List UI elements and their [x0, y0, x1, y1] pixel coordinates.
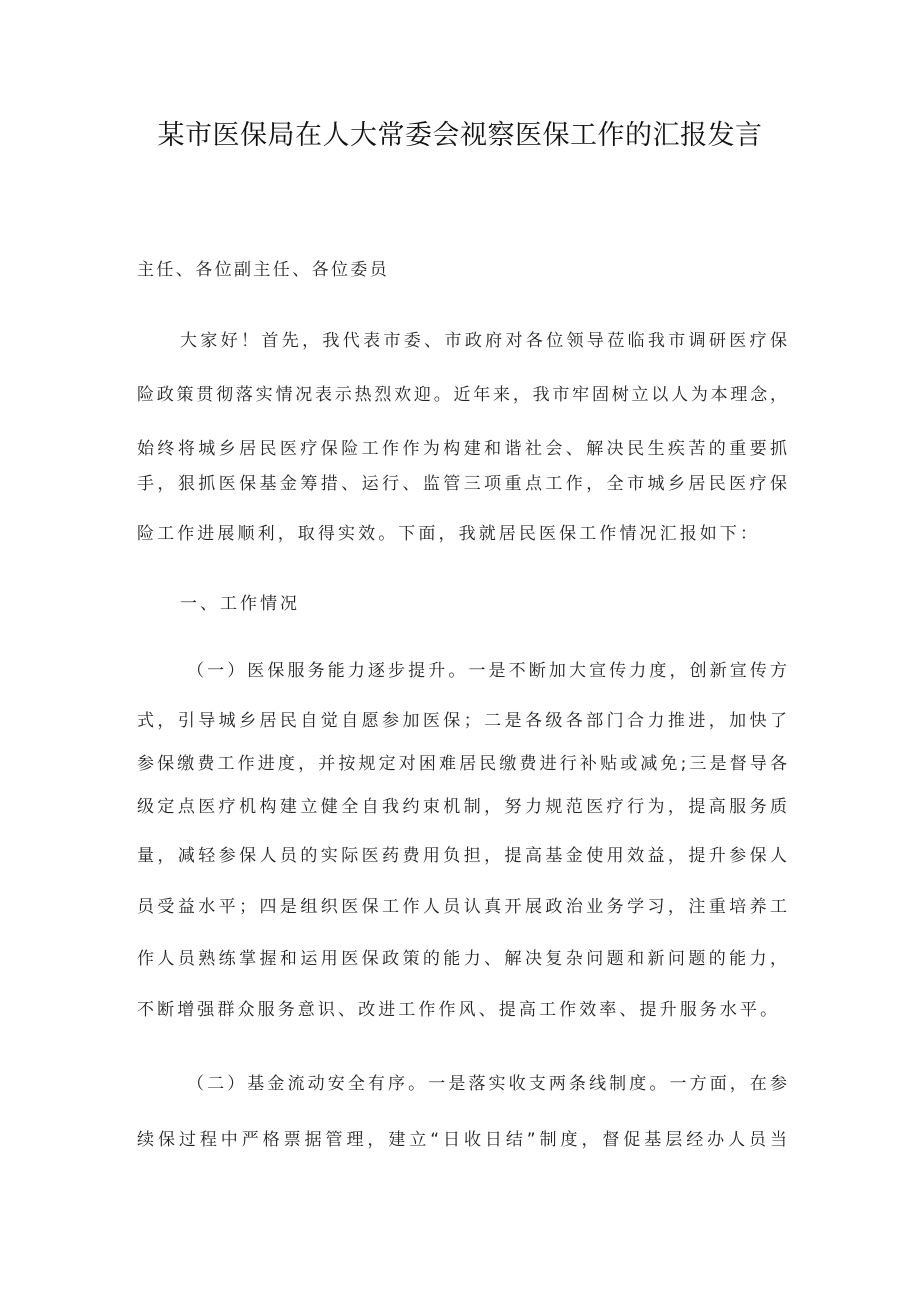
subsection-1-line-8: 不断增强群众服务意识、改进工作作风、提高工作效率、提升服务水平。 [137, 1000, 781, 1020]
intro-line-4: 手，狠抓医保基金筹措、运行、监管三项重点工作，全市城乡居民医疗保 [137, 474, 787, 494]
intro-line-3: 始终将城乡居民医疗保险工作作为构建和谐社会、解决民生疾苦的重要抓 [137, 439, 787, 459]
document-title: 某市医保局在人大常委会视察医保工作的汇报发言 [157, 120, 763, 151]
intro-line-5: 险工作进展顺利，取得实效。下面，我就居民医保工作情况汇报如下： [137, 524, 761, 544]
subsection-1-line-2: 式，引导城乡居民自觉自愿参加医保；二是各级各部门合力推进，加快了 [137, 711, 787, 731]
salutation: 主任、各位副主任、各位委员 [137, 260, 390, 280]
intro-line-2: 险政策贯彻落实情况表示热烈欢迎。近年来，我市牢固树立以人为本理念， [137, 385, 787, 405]
subsection-1-line-3: 参保缴费工作进度，并按规定对困难居民缴费进行补贴或减免;三是督导各 [137, 754, 787, 774]
subsection-1-line-6: 员受益水平；四是组织医保工作人员认真开展政治业务学习，注重培养工 [137, 897, 787, 917]
section-heading-work-status: 一、工作情况 [180, 594, 300, 614]
subsection-2-line-1: （二）基金流动安全有序。一是落实收支两条线制度。一方面，在参 [187, 1074, 787, 1094]
subsection-2-line-2: 续保过程中严格票据管理，建立“日收日结”制度，督促基层经办人员当 [137, 1130, 787, 1150]
subsection-1-line-5: 量，减轻参保人员的实际医药费用负担，提高基金使用效益，提升参保人 [137, 846, 787, 866]
subsection-1-line-7: 作人员熟练掌握和运用医保政策的能力、解决复杂问题和新问题的能力， [137, 949, 787, 969]
intro-line-1: 大家好！首先，我代表市委、市政府对各位领导莅临我市调研医疗保 [180, 331, 787, 351]
subsection-1-line-4: 级定点医疗机构建立健全自我约束机制，努力规范医疗行为，提高服务质 [137, 797, 787, 817]
subsection-1-line-1: （一）医保服务能力逐步提升。一是不断加大宣传力度，创新宣传方 [187, 661, 787, 681]
